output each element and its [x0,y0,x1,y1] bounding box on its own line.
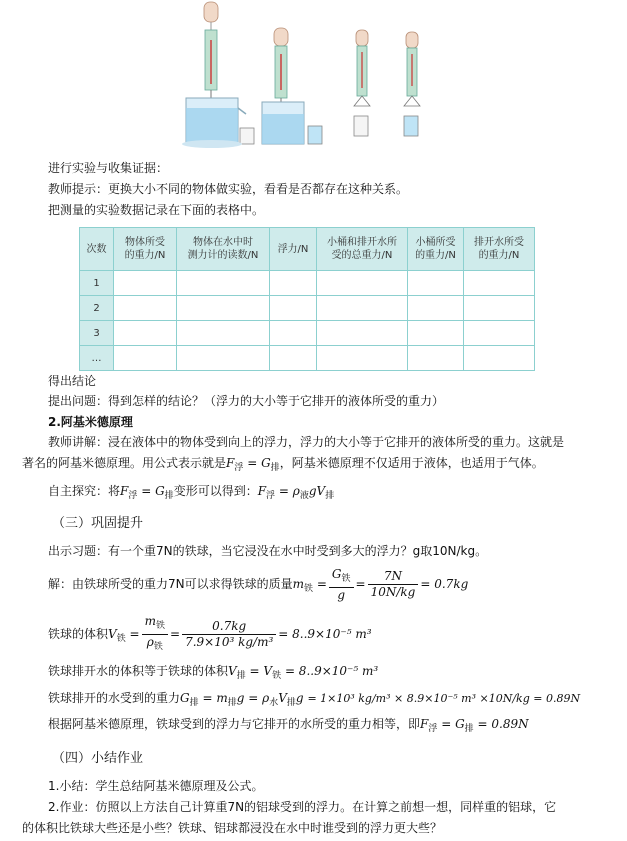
table-cell [177,296,270,321]
exercise-text: 出示习题：有一个重7N的铁球，当它浸没在水中时受到多大的浮力？g取10N/kg。 [48,544,488,558]
table-cell [177,321,270,346]
spring-scale-setup-4 [404,32,420,136]
table-row [80,346,535,371]
header-cell: 小桶所受 的重力/N [408,228,464,271]
table-cell [270,296,317,321]
table-cell [114,271,177,296]
section-3-title: （三）巩固提升 [52,516,144,531]
row-index: 2 [80,296,114,321]
data-table [79,227,535,371]
table-cell [408,346,464,371]
header-cell: 物体在水中时 测力计的读数/N [177,228,270,271]
table-cell [464,271,535,296]
table-cell [270,346,317,371]
volume-line: 铁球的体积$V_铁$ = $\frac{m_铁}{\rho_铁}$ = $\frac{0.7kg}{\text{7.9×10³ kg/m³}}$ = 8..9×10⁻⁵ m³ [48,614,372,652]
intro-line-2: 教师提示：更换大小不同的物体做实验，看看是否都存在这种关系。 [48,182,409,196]
table-cell [317,346,408,371]
header-cell: 排开水所受 的重力/N [464,228,535,271]
header-cell: 小桶和排开水所 受的总重力/N [317,228,408,271]
table-cell [464,321,535,346]
table-cell [408,321,464,346]
principle-line: 根据阿基米德原理，铁球受到的浮力与它排开的水所受的重力相等，即$F_浮 = G_排 = 0.89N$ [48,717,529,734]
table-cell [177,271,270,296]
summary-2-line-1: 2.作业：仿照以上方法自己计算重7N的铝球受到的浮力。在计算之前想一想，同样重的铝球，它 [48,800,557,814]
header-cell: 物体所受 的重力/N [114,228,177,271]
row-index: 3 [80,321,114,346]
table-header-row [80,228,535,271]
intro-line-1: 进行实验与收集证据： [48,161,169,175]
table-row [80,271,535,296]
table-cell [114,346,177,371]
archimedes-para-line-2: 著名的阿基米德原理。用公式表示就是$F_浮 = G_排$，阿基米德原理不仅适用于液体，也适用于气体。 [22,456,544,473]
conclusion-text: 提出问题：得到怎样的结论？（浮力的大小等于它排开的液体所受的重力） [48,394,445,408]
archimedes-title: 2.阿基米德原理 [48,415,133,429]
experiment-illustration [178,0,440,152]
header-cell: 浮力/N [270,228,317,271]
table-row [80,321,535,346]
row-index: 1 [80,271,114,296]
overflow-beaker-setup-1 [182,2,254,148]
header-cell: 次数 [80,228,114,271]
intro-line-3: 把测量的实验数据记录在下面的表格中。 [48,203,265,217]
displaced-gravity-line: 铁球排开的水受到的重力$G_排 = m_排g = \rho_水V_排g = 1\times 10^3$ kg/m³ × 8.9×10⁻⁵ m³ ×10N/kg = 0.89N [48,691,581,708]
table-cell [270,321,317,346]
archimedes-para-line-1: 教师讲解：浸在液体中的物体受到向上的浮力，浮力的大小等于它排开的液体所受的重力。这就是 [48,435,565,449]
summary-2-line-2: 的体积比铁球大些还是小些？铁球、铝球都浸没在水中时谁受到的浮力更大些？ [22,821,443,835]
table-cell [408,271,464,296]
displaced-volume-line: 铁球排开水的体积等于铁球的体积$V_排 = V_铁 = 8..9\times 10^{-5}$ m³ [48,664,379,681]
table-cell [408,296,464,321]
table-cell [317,321,408,346]
table-cell [317,296,408,321]
row-index: … [80,346,114,371]
explore-line: 自主探究：将$F_浮 = G_排$变形可以得到：$F_浮 = \rho_液gV_排$ [48,484,335,501]
conclusion-title: 得出结论 [48,374,97,388]
table-cell [270,271,317,296]
summary-1: 1.小结：学生总结阿基米德原理及公式。 [48,779,264,793]
spring-scale-setup-3 [354,30,370,136]
table-cell [114,321,177,346]
table-cell [464,346,535,371]
table-row [80,296,535,321]
table-cell [177,346,270,371]
section-4-title: （四）小结作业 [52,751,144,766]
table-cell [114,296,177,321]
table-cell [317,271,408,296]
table-cell [464,296,535,321]
overflow-beaker-setup-2 [262,28,322,144]
solve-line: 解：由铁球所受的重力7N可以求得铁球的质量$m_铁$ = $\frac{G_铁}{g}$ = $\frac{7N}{10N/kg}$ = 0.7kg [48,566,469,602]
